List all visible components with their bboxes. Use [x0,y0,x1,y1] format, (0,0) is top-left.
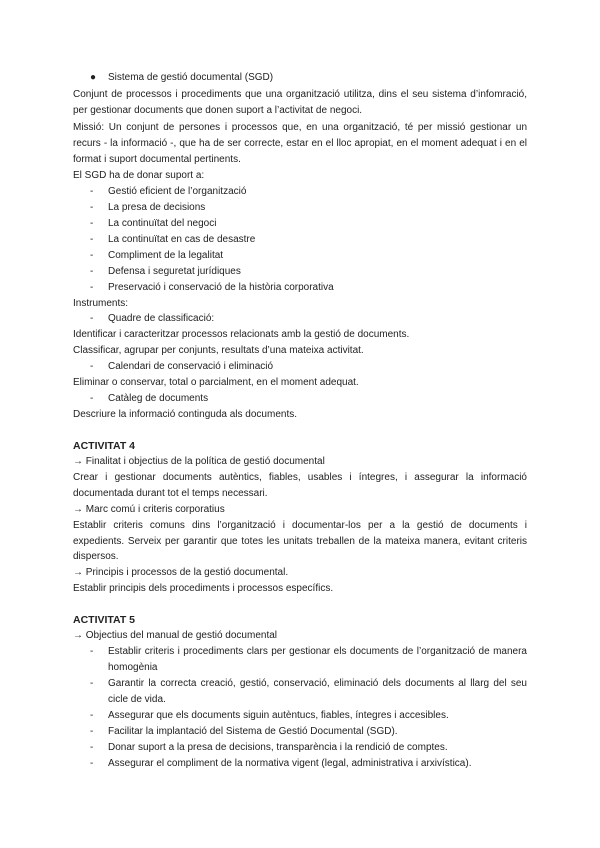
dash-marker: - [90,313,94,324]
support-item: Compliment de la legalitat [108,250,224,261]
support-item: Gestió eficient de l’organització [108,186,247,197]
dash-marker: - [90,282,94,293]
instrument-title: Calendari de conservació i eliminació [108,361,274,372]
dash-marker: - [90,186,94,197]
sgd-mission-line-1: Missió: Un conjunt de persones i processos que, en una organització, té per missió gestionar un [73,122,527,133]
support-item: La continuïtat en cas de desastre [108,234,256,245]
support-item: Defensa i seguretat jurídiques [108,266,241,277]
dash-marker: - [90,266,94,277]
instrument-text: Classificar, agrupar per conjunts, resultats d’una mateixa activitat. [73,345,364,356]
bullet-icon: ● [90,72,97,83]
act5-item: Assegurar el compliment de la normativa vigent (legal, administrativa i arxivística). [108,758,472,769]
act4-subheading: → Marc comú i criteris corporatius [73,504,225,515]
act5-subheading: → Objectius del manual de gestió documental [73,630,278,641]
act5-item: Donar suport a la presa de decisions, transparència i la rendició de comptes. [108,742,448,753]
sgd-definition-line-2: per gestionar documents que donen suport a l’activitat de negoci. [73,105,363,116]
act4-text: Establir principis dels procediments i processos específics. [73,583,334,594]
dash-marker: - [90,678,94,689]
sgd-bullet-title: Sistema de gestió documental (SGD) [108,72,274,83]
act4-text: documentada durant tot el temps necessari. [73,488,268,499]
dash-marker: - [90,218,94,229]
act4-subheading: → Finalitat i objectius de la política de gestió documental [73,456,325,467]
act5-item: Assegurar que els documents siguin autèntucs, fiables, íntegres i accesibles. [108,710,449,721]
dash-marker: - [90,758,94,769]
sgd-mission-line-2: recurs - la informació -, que ha de ser correcte, estar en el lloc apropiat, en el moment adequat i en el [73,138,527,149]
act5-item: Facilitar la implantació del Sistema de Gestió Documental (SGD). [108,726,398,737]
activitat-4-heading: ACTIVITAT 4 [73,440,136,452]
instruments-label: Instruments: [73,298,129,309]
activitat-5-heading: ACTIVITAT 5 [73,614,136,626]
act5-item-continuation: cicle de vida. [108,694,166,705]
dash-marker: - [90,202,94,213]
instrument-title: Catàleg de documents [108,393,209,404]
instrument-title: Quadre de classificació: [108,313,215,324]
act4-text: expedients. Serveix per garantir que totes les unitats treballen de la mateixa manera, evitant criteris [73,536,527,547]
act5-item-continuation: homogènia [108,662,158,673]
support-item: Preservació i conservació de la història corporativa [108,282,334,293]
act5-item: Establir criteris i procediments clars per gestionar els documents de l’organització de manera [108,646,527,657]
dash-marker: - [90,742,94,753]
support-item: La continuïtat del negoci [108,218,217,229]
act4-text: Establir criteris comuns dins l’organització i documentar-los per a la gestió de documents i [73,520,527,531]
dash-marker: - [90,393,94,404]
dash-marker: - [90,234,94,245]
sgd-support-intro: El SGD ha de donar suport a: [73,170,205,181]
instrument-text: Identificar i caracteritzar processos relacionats amb la gestió de documents. [73,329,410,340]
dash-marker: - [90,250,94,261]
act4-text: Crear i gestionar documents autèntics, fiables, usables i íntegres, i assegurar la informació [73,472,527,483]
sgd-definition-line-1: Conjunt de processos i procediments que una organització utilitza, dins el seu sistema d’infomració, [73,89,527,100]
instrument-text: Eliminar o conservar, total o parcialment, en el moment adequat. [73,377,359,388]
dash-marker: - [90,646,94,657]
instrument-text: Descriure la informació continguda als documents. [73,409,297,420]
support-item: La presa de decisions [108,202,206,213]
dash-marker: - [90,710,94,721]
sgd-mission-line-3: format i suport documental pertinents. [73,154,241,165]
act5-item: Garantir la correcta creació, gestió, conservació, eliminació dels documents al llarg del seu [108,678,527,689]
act4-subheading: → Principis i processos de la gestió documental. [73,567,289,578]
act4-text: dispersos. [73,551,119,562]
dash-marker: - [90,726,94,737]
dash-marker: - [90,361,94,372]
